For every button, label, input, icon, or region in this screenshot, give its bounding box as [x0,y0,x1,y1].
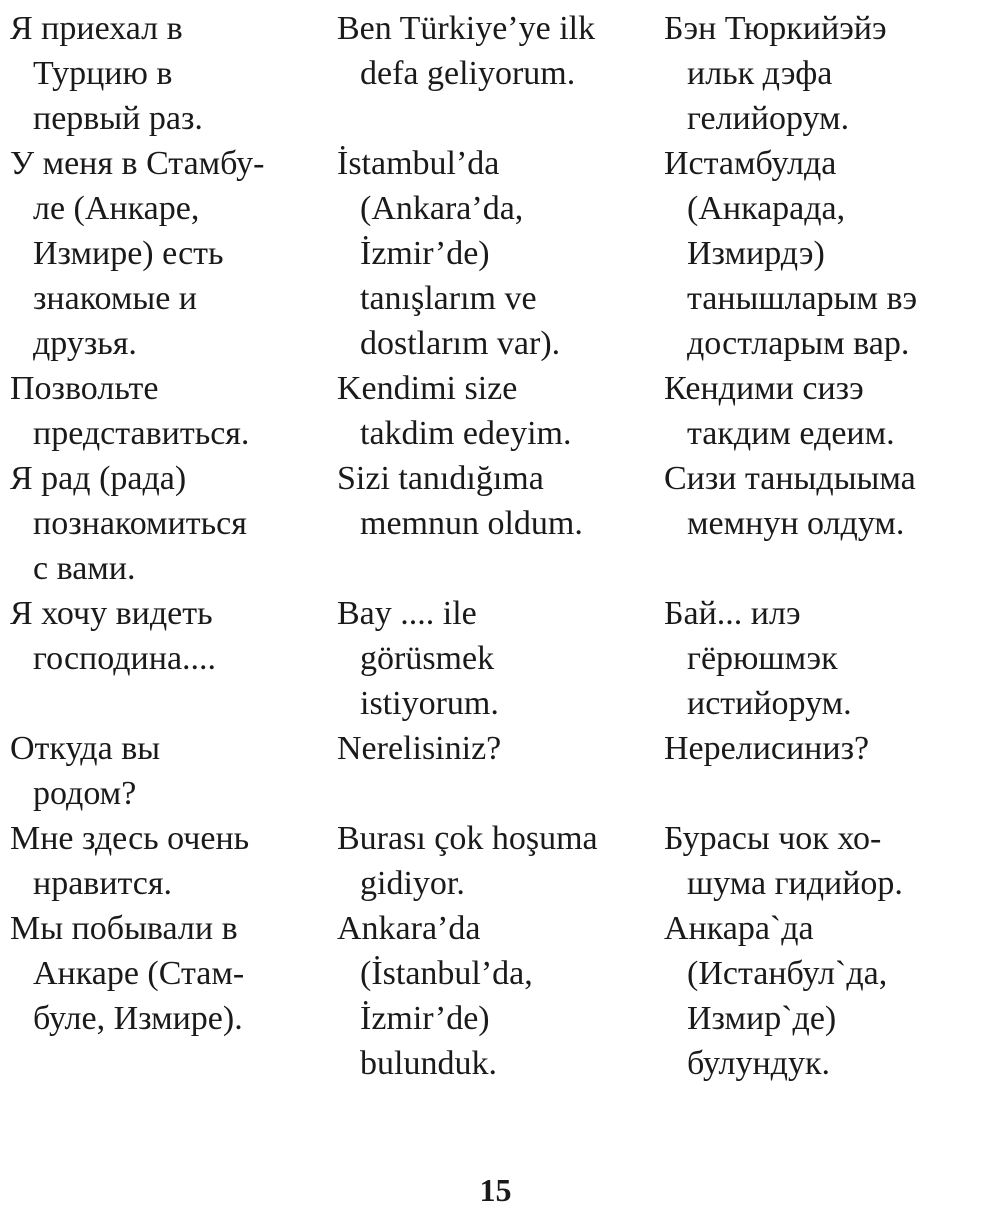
phrase-line: родом? [33,775,137,812]
turkish-phrase [337,366,572,456]
russian-phrase [10,906,244,1041]
phrase-line: господина.... [33,640,217,677]
phrase-line: Я рад (рада) [10,460,187,497]
russian-phrase [10,816,249,906]
phrase-line: (Истанбул`да, [687,955,888,992]
phrase-line: нравится. [33,865,173,902]
phrase-line: tanışlarım ve [360,280,537,317]
russian-phrase [10,456,247,591]
phrase-line: Анкара`да [664,910,814,947]
phrase-line: İzmir’de) [360,1000,490,1037]
turkish-phrase [337,816,598,906]
turkish-phrase [337,6,595,96]
phrase-line: defa geliyorum. [360,55,576,92]
phrase-line: с вами. [33,550,136,587]
phrase-line: Я хочу видеть [10,595,213,632]
phrase-line: ле (Анкаре, [33,190,200,227]
phrase-line: takdim edeyim. [360,415,572,452]
phrase-line: Анкаре (Стам- [33,955,245,992]
turkish-phrase [337,726,501,771]
phrase-line: görüsmek [360,640,495,677]
phrase-line: достларым вар. [687,325,910,362]
phrase-line: Турцию в [33,55,173,92]
phrase-line: Бэн Тюркийэйэ [664,10,887,47]
phrase-line: буле, Измире). [33,1000,243,1037]
phrase-line: (Ankara’da, [360,190,524,227]
phrase-line: Ankara’da [337,910,481,947]
phrase-line: Сизи таныдыыма [664,460,916,497]
phrase-line: гёрюшмэк [687,640,838,677]
turkish-phrase [337,906,533,1086]
phrase-line: ильк дэфа [687,55,833,92]
phrase-line: знакомые и [33,280,198,317]
turkish-phrase [337,591,499,726]
phrase-line: Ben Türkiye’ye ilk [337,10,596,47]
phrase-line: Измире) есть [33,235,224,272]
phrase-line: истийорум. [687,685,852,722]
phrase-line: dostlarım var). [360,325,561,362]
phrase-line: Измир`де) [687,1000,837,1037]
phrase-line: Откуда вы [10,730,161,767]
phrase-line: Bay .... ile [337,595,477,632]
transcription-phrase [664,591,852,726]
phrase-line: gidiyor. [360,865,465,902]
phrase-line: такдим едеим. [687,415,895,452]
phrase-line: Позвольте [10,370,159,407]
phrase-line: Истамбулда [664,145,837,182]
phrase-line: мемнун олдум. [687,505,905,542]
page-number: 15 [479,1172,512,1208]
phrase-line: Я приехал в [10,10,183,47]
russian-phrase [10,141,265,366]
phrase-line: memnun oldum. [360,505,583,542]
phrase-line: bulunduk. [360,1045,497,1082]
transcription-phrase [664,456,916,546]
phrase-line: Nerelisiniz? [337,730,502,767]
phrase-line: У меня в Стамбу- [10,145,265,182]
turkish-phrase [337,141,560,366]
russian-phrase [10,366,249,456]
phrase-line: istiyorum. [360,685,499,722]
transcription-phrase [664,726,869,771]
phrase-line: (İstanbul’da, [360,955,533,992]
phrase-line: Измирдэ) [687,235,825,272]
phrase-line: познакомиться [33,505,247,542]
phrase-line: Бай... илэ [664,595,801,632]
russian-phrase [10,591,216,681]
phrase-line: İzmir’de) [360,235,490,272]
transcription-phrase [664,366,895,456]
phrase-line: первый раз. [33,100,203,137]
phrase-line: Нерелисиниз? [664,730,870,767]
phrase-line: булундук. [687,1045,830,1082]
transcription-phrase [664,816,903,906]
phrase-line: Sizi tanıdığıma [337,460,544,497]
transcription-phrase [664,906,887,1086]
phrase-line: Kendimi size [337,370,518,407]
phrase-line: танышларым вэ [687,280,918,317]
phrase-line: гелийорум. [687,100,850,137]
transcription-phrase [664,6,887,141]
phrase-line: Burası çok hoşuma [337,820,598,857]
phrase-line: шума гидийор. [687,865,903,902]
russian-phrase [10,6,203,141]
phrase-line: Кендими сизэ [664,370,864,407]
phrase-line: (Анкарада, [687,190,846,227]
turkish-phrase [337,456,583,546]
phrase-line: друзья. [33,325,137,362]
transcription-phrase [664,141,917,366]
russian-phrase [10,726,160,816]
phrase-line: İstambul’da [337,145,500,182]
phrase-line: Бурасы чок хо- [664,820,882,857]
phrase-line: представиться. [33,415,250,452]
phrase-line: Мы побывали в [10,910,238,947]
phrase-line: Мне здесь очень [10,820,250,857]
